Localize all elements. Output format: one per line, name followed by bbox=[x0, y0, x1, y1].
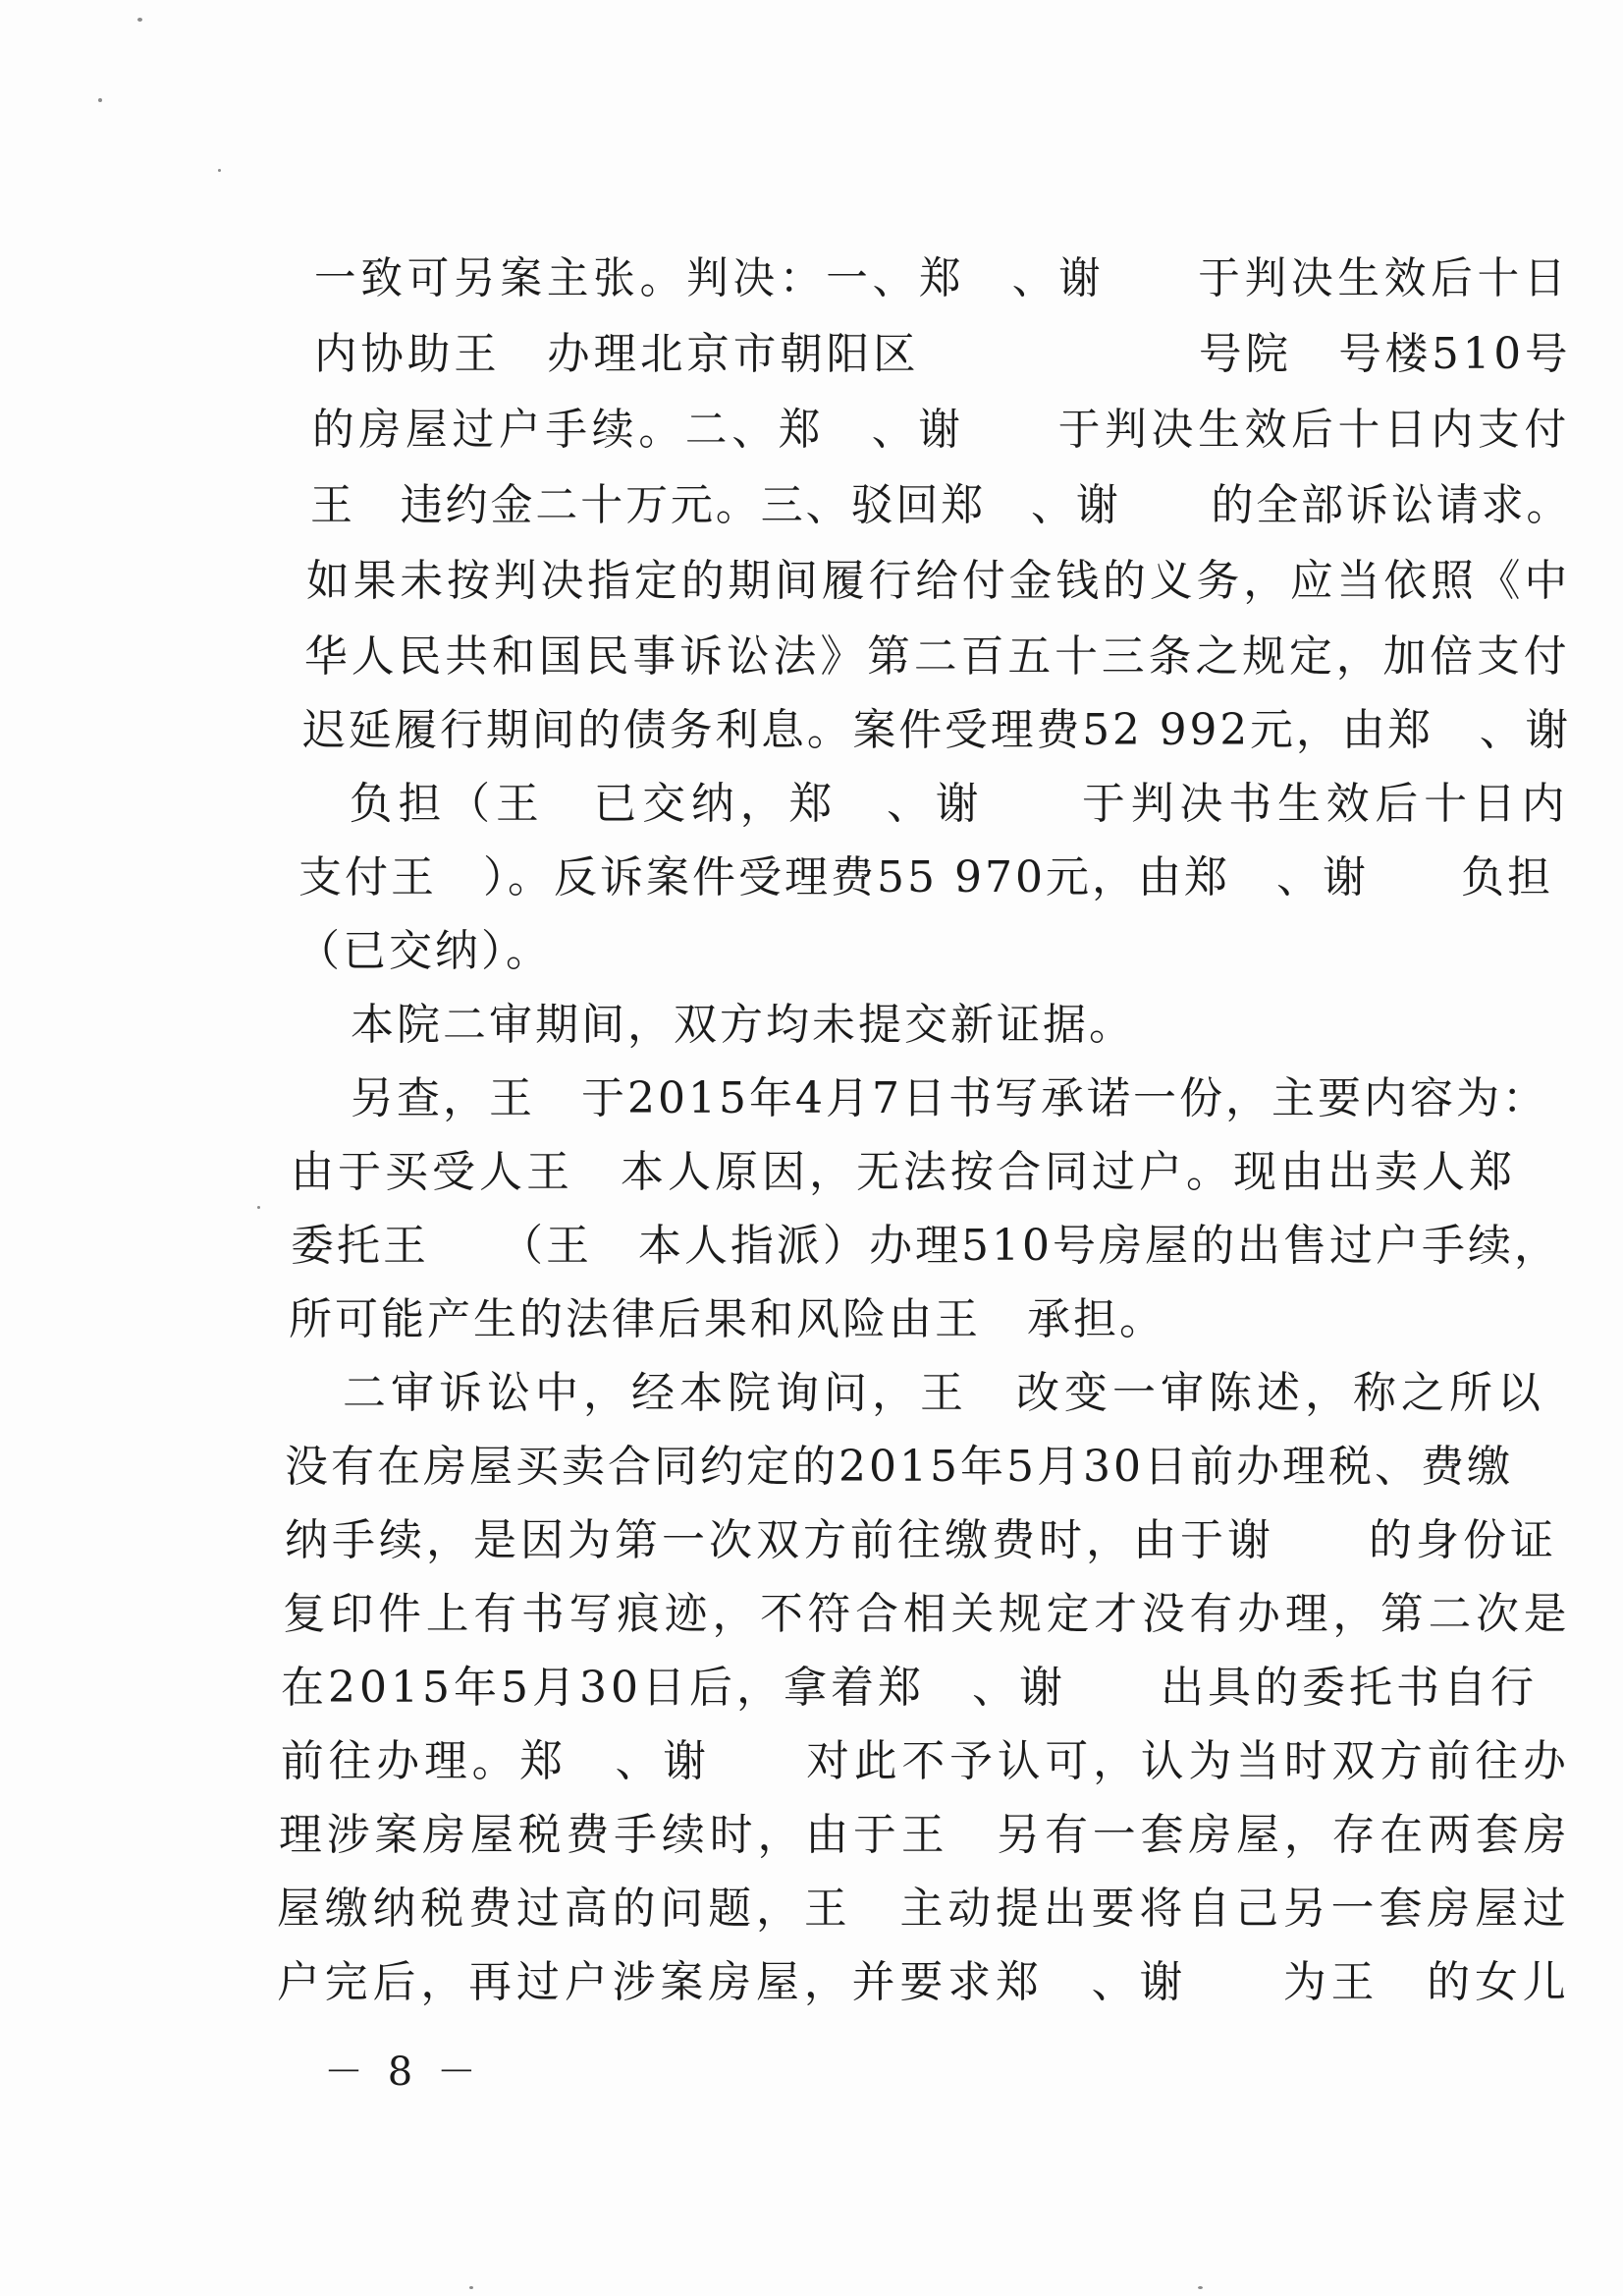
text-line: （已交纳）。 bbox=[297, 926, 552, 976]
text-line: 另查，王 于2015年4月7日书写承诺一份，主要内容为： bbox=[304, 1073, 1548, 1123]
text-line: 华人民共和国民事诉讼法》第二百五十三条之规定，加倍支付 bbox=[304, 631, 1571, 682]
text-line: 二审诉讼中，经本院询问，王 改变一审陈述，称之所以 bbox=[295, 1368, 1545, 1418]
text-line: 由于买受人王 本人原因，无法按合同过户。现由出卖人郑 bbox=[291, 1147, 1516, 1197]
text-line: 迟延履行期间的债务利息。案件受理费52 992元，由郑 、谢 bbox=[302, 705, 1572, 755]
text-line: 的房屋过户手续。二、郑 、谢 于判决生效后十日内支付 bbox=[312, 405, 1571, 455]
scan-speck bbox=[137, 18, 142, 22]
scan-speck bbox=[1198, 2286, 1203, 2289]
text-line: 复印件上有书写痕迹，不符合相关规定才没有办理，第二次是 bbox=[283, 1589, 1572, 1639]
text-line: 支付王 ）。反诉案件受理费55 970元，由郑 、谢 负担 bbox=[298, 852, 1553, 902]
scan-speck bbox=[469, 2286, 473, 2289]
scan-speck bbox=[98, 98, 102, 102]
text-line: 本院二审期间，双方均未提交新证据。 bbox=[304, 1000, 1135, 1050]
text-line: 王 违约金二十万元。三、驳回郑 、谢 的全部诉讼请求。 bbox=[310, 480, 1572, 530]
text-line: 户完后，再过户涉案房屋，并要求郑 、谢 为王 的女儿 bbox=[277, 1957, 1571, 2007]
text-line: 内协助王 办理北京市朝阳区 号院 号楼510号 bbox=[314, 329, 1572, 379]
text-line: 一致可另案主张。判决：一、郑 、谢 于判决生效后十日 bbox=[314, 253, 1571, 303]
text-line: 前往办理。郑 、谢 对此不予认可，认为当时双方前往办 bbox=[281, 1736, 1571, 1786]
page-number: － 8 － bbox=[324, 2050, 482, 2095]
text-line: 所可能产生的法律后果和风险由王 承担。 bbox=[289, 1294, 1165, 1344]
text-line: 屋缴纳税费过高的问题，王 主动提出要将自己另一套房屋过 bbox=[277, 1884, 1571, 1934]
scan-speck bbox=[218, 169, 221, 172]
text-line: 在2015年5月30日后，拿着郑 、谢 出具的委托书自行 bbox=[281, 1663, 1538, 1713]
text-line: 没有在房屋买卖合同约定的2015年5月30日前办理税、费缴 bbox=[285, 1442, 1513, 1492]
text-line: 如果未按判决指定的期间履行给付金钱的义务，应当依照《中 bbox=[306, 556, 1572, 606]
text-line: 纳手续，是因为第一次双方前往缴费时，由于谢 的身份证 bbox=[285, 1515, 1557, 1565]
text-line: 理涉案房屋税费手续时，由于王 另有一套房屋，存在两套房 bbox=[279, 1810, 1572, 1860]
scan-speck bbox=[257, 1206, 260, 1209]
text-line: 委托王 （王 本人指派）办理510号房屋的出售过户手续， bbox=[291, 1221, 1560, 1271]
text-line: 负担（王 已交纳，郑 、谢 于判决书生效后十日内 bbox=[300, 779, 1571, 829]
